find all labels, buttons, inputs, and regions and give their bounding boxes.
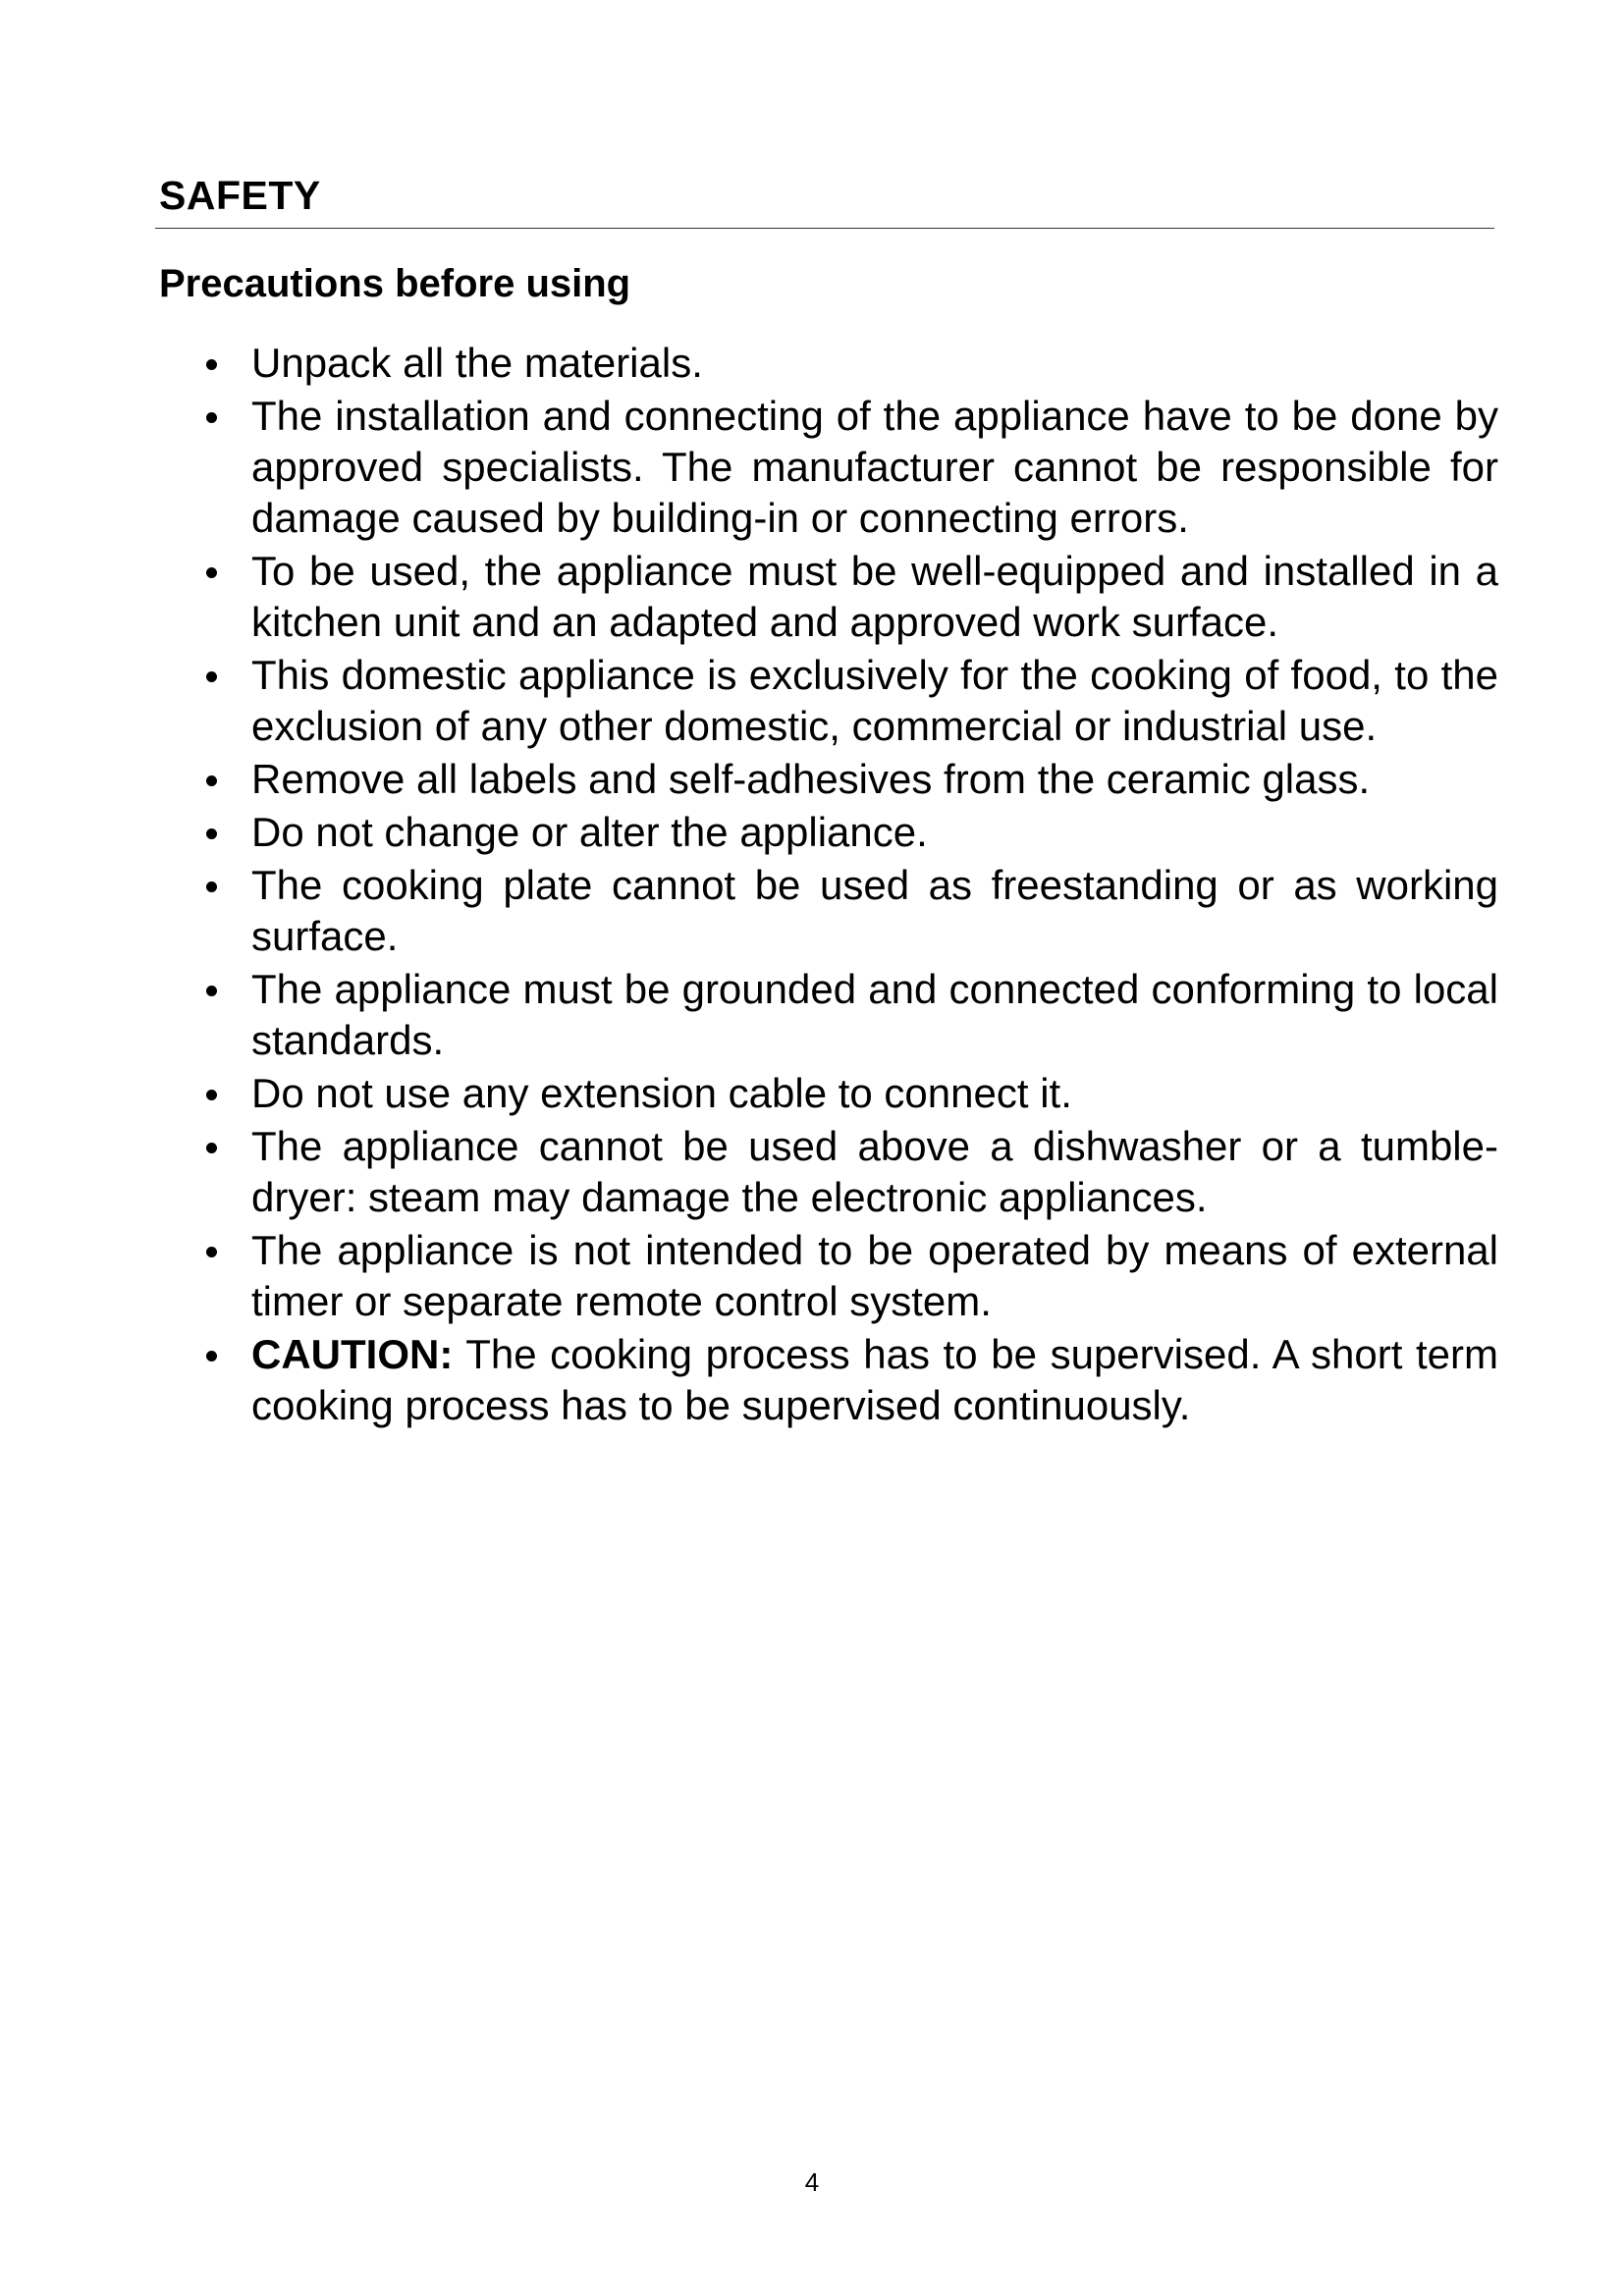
bullet-icon: [206, 1090, 217, 1100]
list-item: [251, 754, 1498, 805]
precautions-list: [251, 338, 1498, 1433]
subheading: Precautions before using: [159, 262, 631, 305]
list-item: [251, 860, 1498, 962]
list-item-text: Do not use any extension cable to connect it.: [251, 1070, 1072, 1116]
list-item: [251, 546, 1498, 648]
bullet-icon: [206, 567, 217, 578]
list-item: [251, 807, 1498, 858]
list-item-text: The appliance is not intended to be operated by means of external timer or separate remote control system.: [251, 1227, 1498, 1324]
list-item-text: To be used, the appliance must be well-equipped and installed in a kitchen unit and an adapted and approved work surface.: [251, 548, 1498, 645]
list-item-text: The installation and connecting of the appliance have to be done by approved specialists. The manufacturer cannot be responsible for damage caused by building-in or connecting errors.: [251, 393, 1498, 541]
list-item-text: Remove all labels and self-adhesives from the ceramic glass.: [251, 756, 1371, 802]
list-item: [251, 338, 1498, 389]
list-item: [251, 1068, 1498, 1119]
list-item-text: Do not change or alter the appliance.: [251, 809, 928, 855]
title-underline: [155, 228, 1494, 229]
list-item: [251, 1121, 1498, 1223]
bullet-icon: [206, 359, 217, 370]
list-item-text: The appliance cannot be used above a dishwasher or a tumble-dryer: steam may damage the electronic appliances.: [251, 1123, 1498, 1220]
list-item-text: Unpack all the materials.: [251, 340, 703, 386]
caution-item: [251, 1329, 1498, 1431]
bullet-icon: [206, 986, 217, 996]
list-item: [251, 964, 1498, 1066]
list-item-text: The cooking process has to be supervised. A short term cooking process has to be supervised continuously.: [251, 1331, 1498, 1428]
list-item: [251, 1225, 1498, 1327]
bullet-icon: [206, 775, 217, 786]
list-item-text: This domestic appliance is exclusively for the cooking of food, to the exclusion of any other domestic, commercial or industrial use.: [251, 652, 1498, 749]
caution-label: CAUTION:: [251, 1331, 454, 1377]
bullet-icon: [206, 412, 217, 423]
section-title: SAFETY: [159, 173, 321, 218]
bullet-icon: [206, 1143, 217, 1153]
list-item: [251, 650, 1498, 752]
list-item-text: The appliance must be grounded and connected conforming to local standards.: [251, 966, 1498, 1063]
bullet-icon: [206, 1247, 217, 1257]
list-item-text: The cooking plate cannot be used as freestanding or as working surface.: [251, 862, 1498, 959]
bullet-icon: [206, 828, 217, 839]
bullet-icon: [206, 881, 217, 892]
page-number: 4: [804, 2167, 820, 2197]
bullet-icon: [206, 1351, 217, 1362]
list-item: [251, 391, 1498, 544]
bullet-icon: [206, 671, 217, 682]
